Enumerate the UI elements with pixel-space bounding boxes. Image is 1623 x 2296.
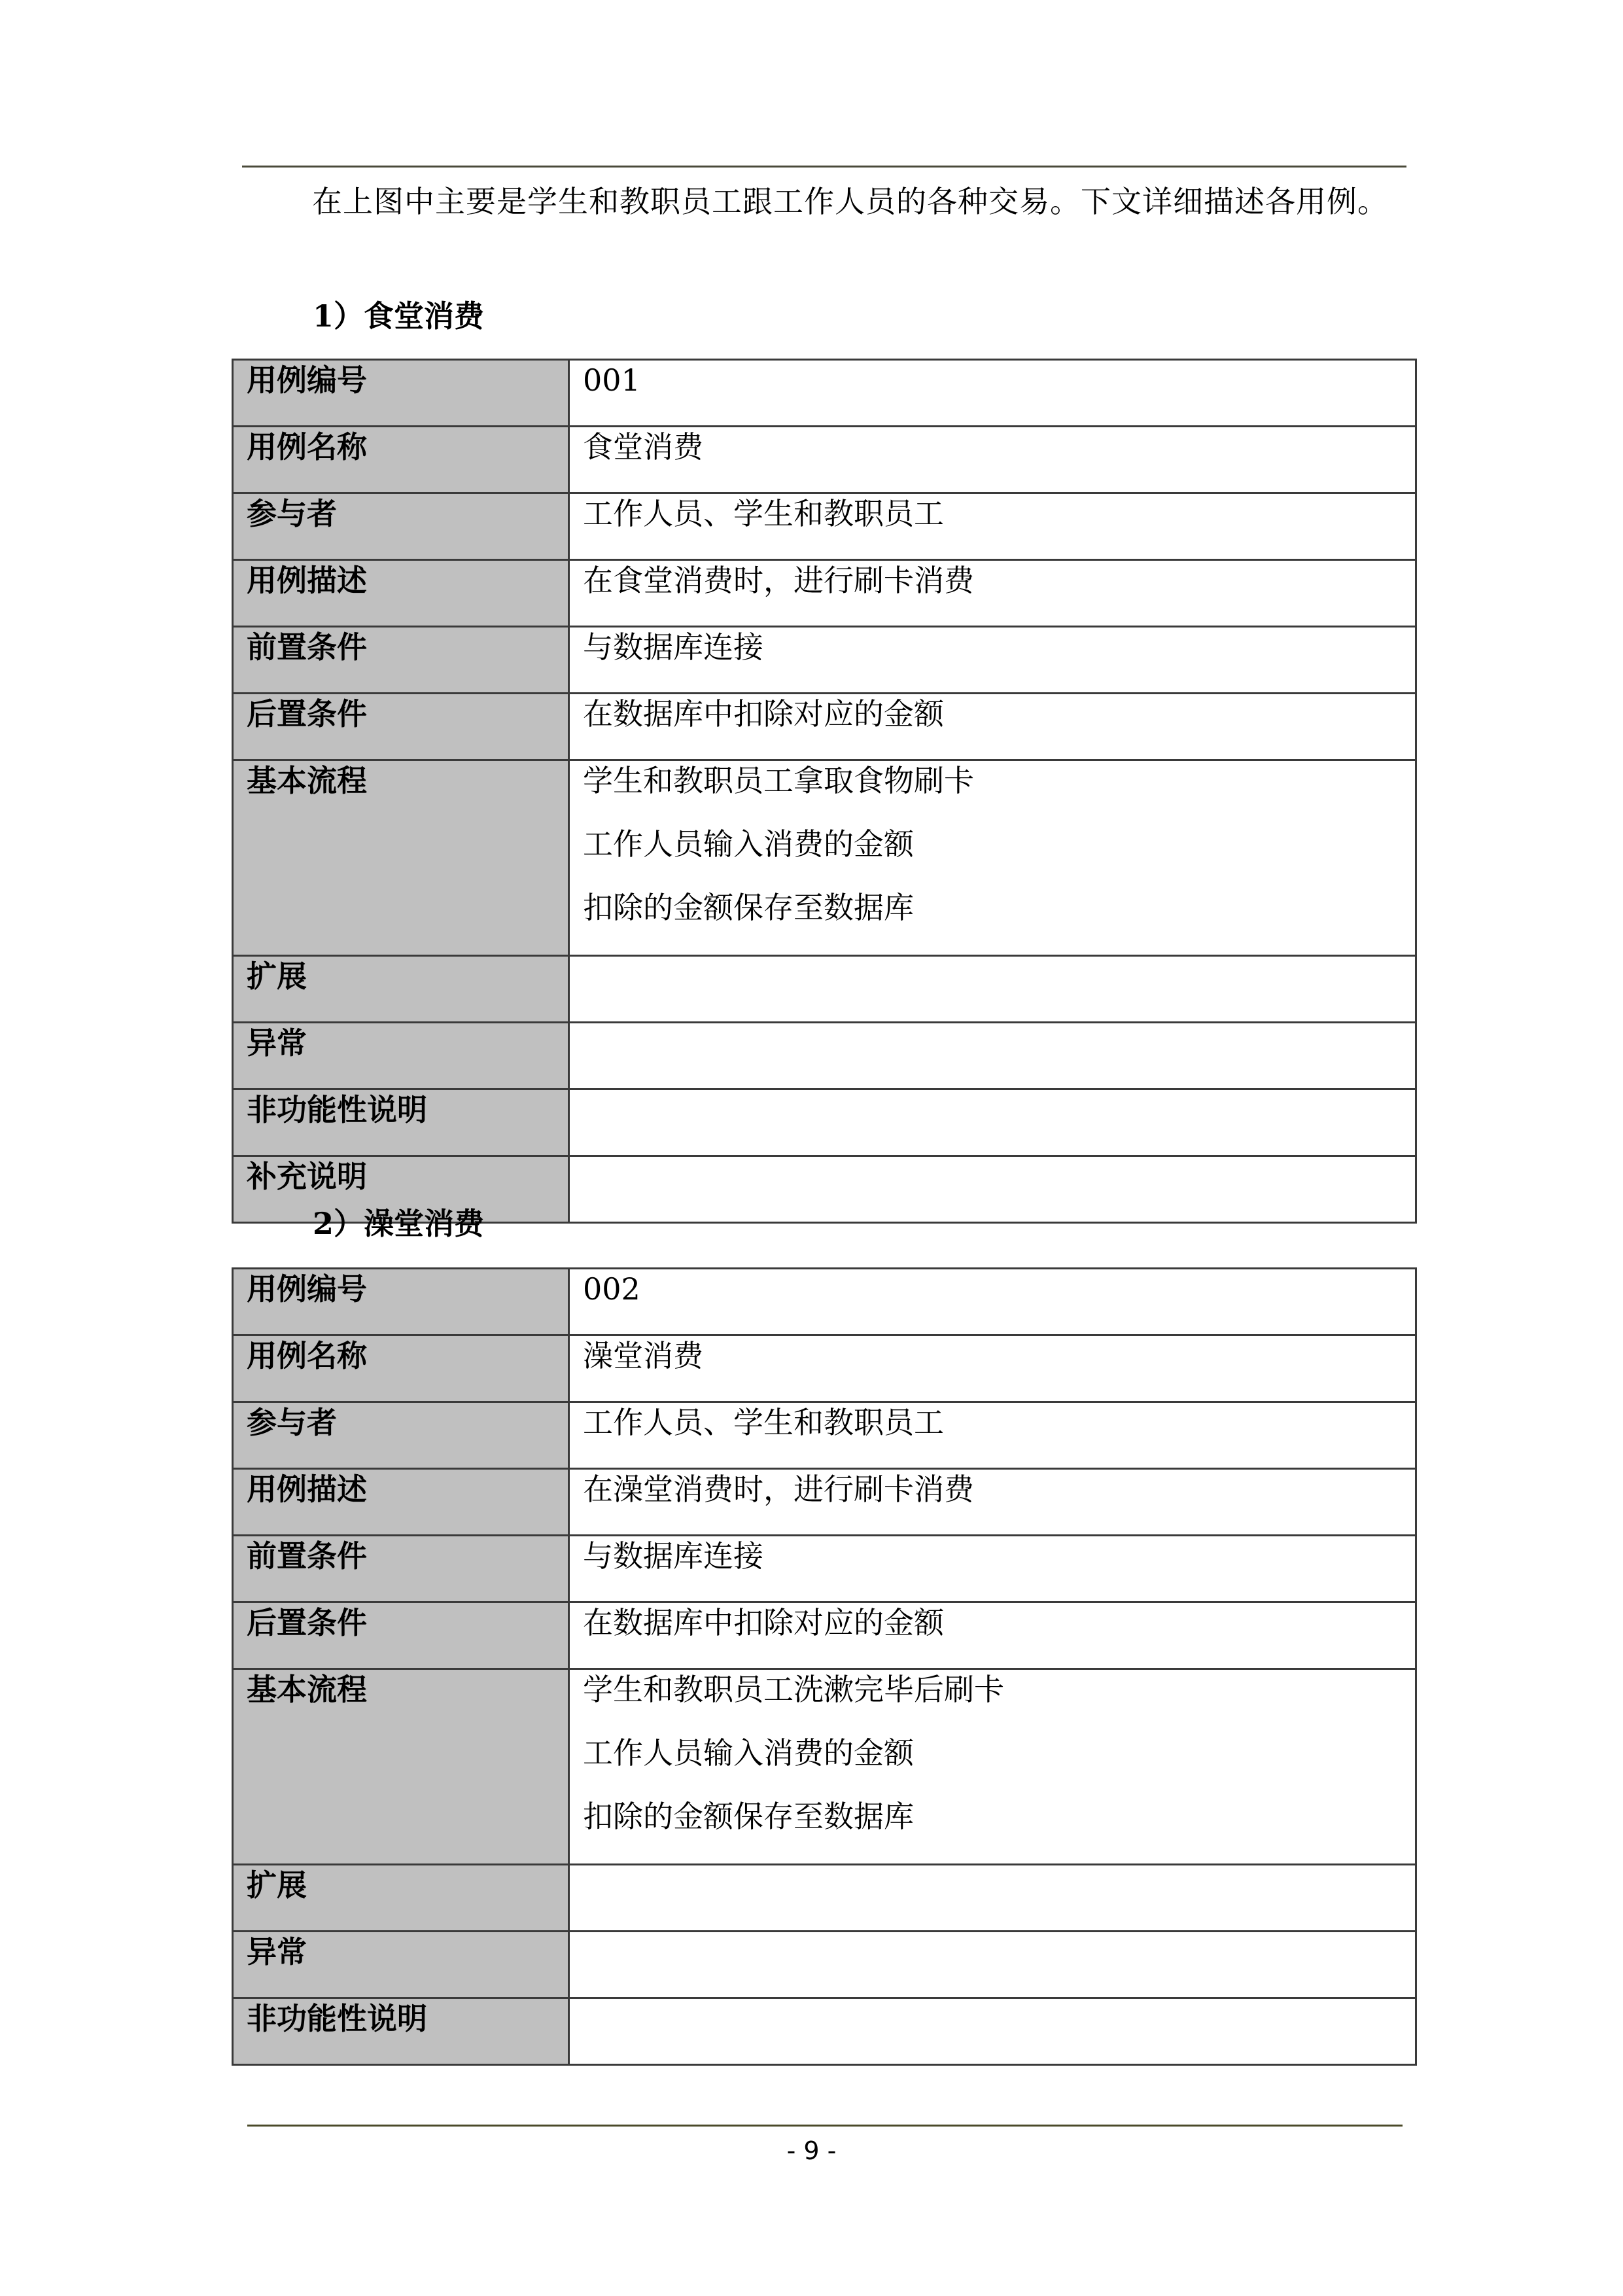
table-row: [233, 1602, 1416, 1669]
row-value: 工作人员、学生和教职员工: [569, 493, 1416, 560]
table-row: [233, 1269, 1416, 1335]
row-label: 扩展: [233, 1865, 569, 1932]
table-row: [233, 360, 1416, 427]
row-label: 后置条件: [233, 1602, 569, 1669]
row-label: 异常: [233, 1932, 569, 1998]
row-value: 001: [569, 360, 1416, 427]
table-row: [233, 1669, 1416, 1865]
table-row: [233, 427, 1416, 493]
flow-steps: [569, 760, 1416, 956]
row-value: 在数据库中扣除对应的金额: [569, 694, 1416, 760]
row-label: 补充说明: [233, 1156, 569, 1223]
row-value: [569, 1156, 1416, 1223]
row-label: 非功能性说明: [233, 1089, 569, 1156]
row-label: 扩展: [233, 956, 569, 1023]
row-label: 前置条件: [233, 627, 569, 694]
section-heading-bathhouse: 2）澡堂消费: [313, 1206, 485, 1241]
flow-step: 扣除的金额保存至数据库: [583, 1799, 914, 1834]
row-value: 食堂消费: [569, 427, 1416, 493]
row-value: 在食堂消费时，进行刷卡消费: [569, 560, 1416, 627]
row-value: [569, 1023, 1416, 1089]
header-rule: [242, 166, 1406, 168]
row-value: [569, 1932, 1416, 1998]
row-label: 用例编号: [233, 1269, 569, 1335]
row-label: 基本流程: [233, 760, 569, 956]
row-label: 用例描述: [233, 1469, 569, 1536]
row-value: 在数据库中扣除对应的金额: [569, 1602, 1416, 1669]
section-heading-canteen: 1）食堂消费: [313, 298, 485, 334]
row-value: [569, 956, 1416, 1023]
flow-step: 工作人员输入消费的金额: [583, 1735, 914, 1771]
row-value: 与数据库连接: [569, 1536, 1416, 1602]
usecase-table-bathhouse: [232, 1267, 1417, 2066]
row-label: 参与者: [233, 1402, 569, 1469]
flow-step: 学生和教职员工洗漱完毕后刷卡: [583, 1672, 1004, 1707]
usecase-table-canteen: [232, 359, 1417, 1224]
table-row: [233, 493, 1416, 560]
table-row: [233, 1932, 1416, 1998]
row-label: 异常: [233, 1023, 569, 1089]
footer-rule: [247, 2125, 1403, 2127]
flow-step: 学生和教职员工拿取食物刷卡: [583, 763, 974, 798]
table-row: [233, 1023, 1416, 1089]
table-row: [233, 627, 1416, 694]
table-row: [233, 694, 1416, 760]
row-label: 用例描述: [233, 560, 569, 627]
page-number: - 9 -: [786, 2136, 837, 2165]
table-row: [233, 1998, 1416, 2065]
row-label: 用例编号: [233, 360, 569, 427]
table-row: [233, 1865, 1416, 1932]
row-value: 002: [569, 1269, 1416, 1335]
row-value: 工作人员、学生和教职员工: [569, 1402, 1416, 1469]
row-value: [569, 1865, 1416, 1932]
table-row: [233, 956, 1416, 1023]
table-row: [233, 760, 1416, 956]
table-row: [233, 1536, 1416, 1602]
table-row: [233, 560, 1416, 627]
intro-paragraph: 在上图中主要是学生和教职员工跟工作人员的各种交易。下文详细描述各用例。: [312, 184, 1388, 219]
row-value: [569, 1998, 1416, 2065]
row-value: 在澡堂消费时，进行刷卡消费: [569, 1469, 1416, 1536]
row-label: 参与者: [233, 493, 569, 560]
row-label: 前置条件: [233, 1536, 569, 1602]
row-label: 用例名称: [233, 1335, 569, 1402]
row-label: 非功能性说明: [233, 1998, 569, 2065]
row-label: 基本流程: [233, 1669, 569, 1865]
row-value: 澡堂消费: [569, 1335, 1416, 1402]
table-row: [233, 1402, 1416, 1469]
table-row: [233, 1469, 1416, 1536]
table-row: [233, 1335, 1416, 1402]
flow-step: 扣除的金额保存至数据库: [583, 890, 914, 925]
table-row: [233, 1089, 1416, 1156]
flow-step: 工作人员输入消费的金额: [583, 826, 914, 862]
flow-steps: [569, 1669, 1416, 1865]
row-label: 后置条件: [233, 694, 569, 760]
row-value: [569, 1089, 1416, 1156]
row-label: 用例名称: [233, 427, 569, 493]
row-value: 与数据库连接: [569, 627, 1416, 694]
